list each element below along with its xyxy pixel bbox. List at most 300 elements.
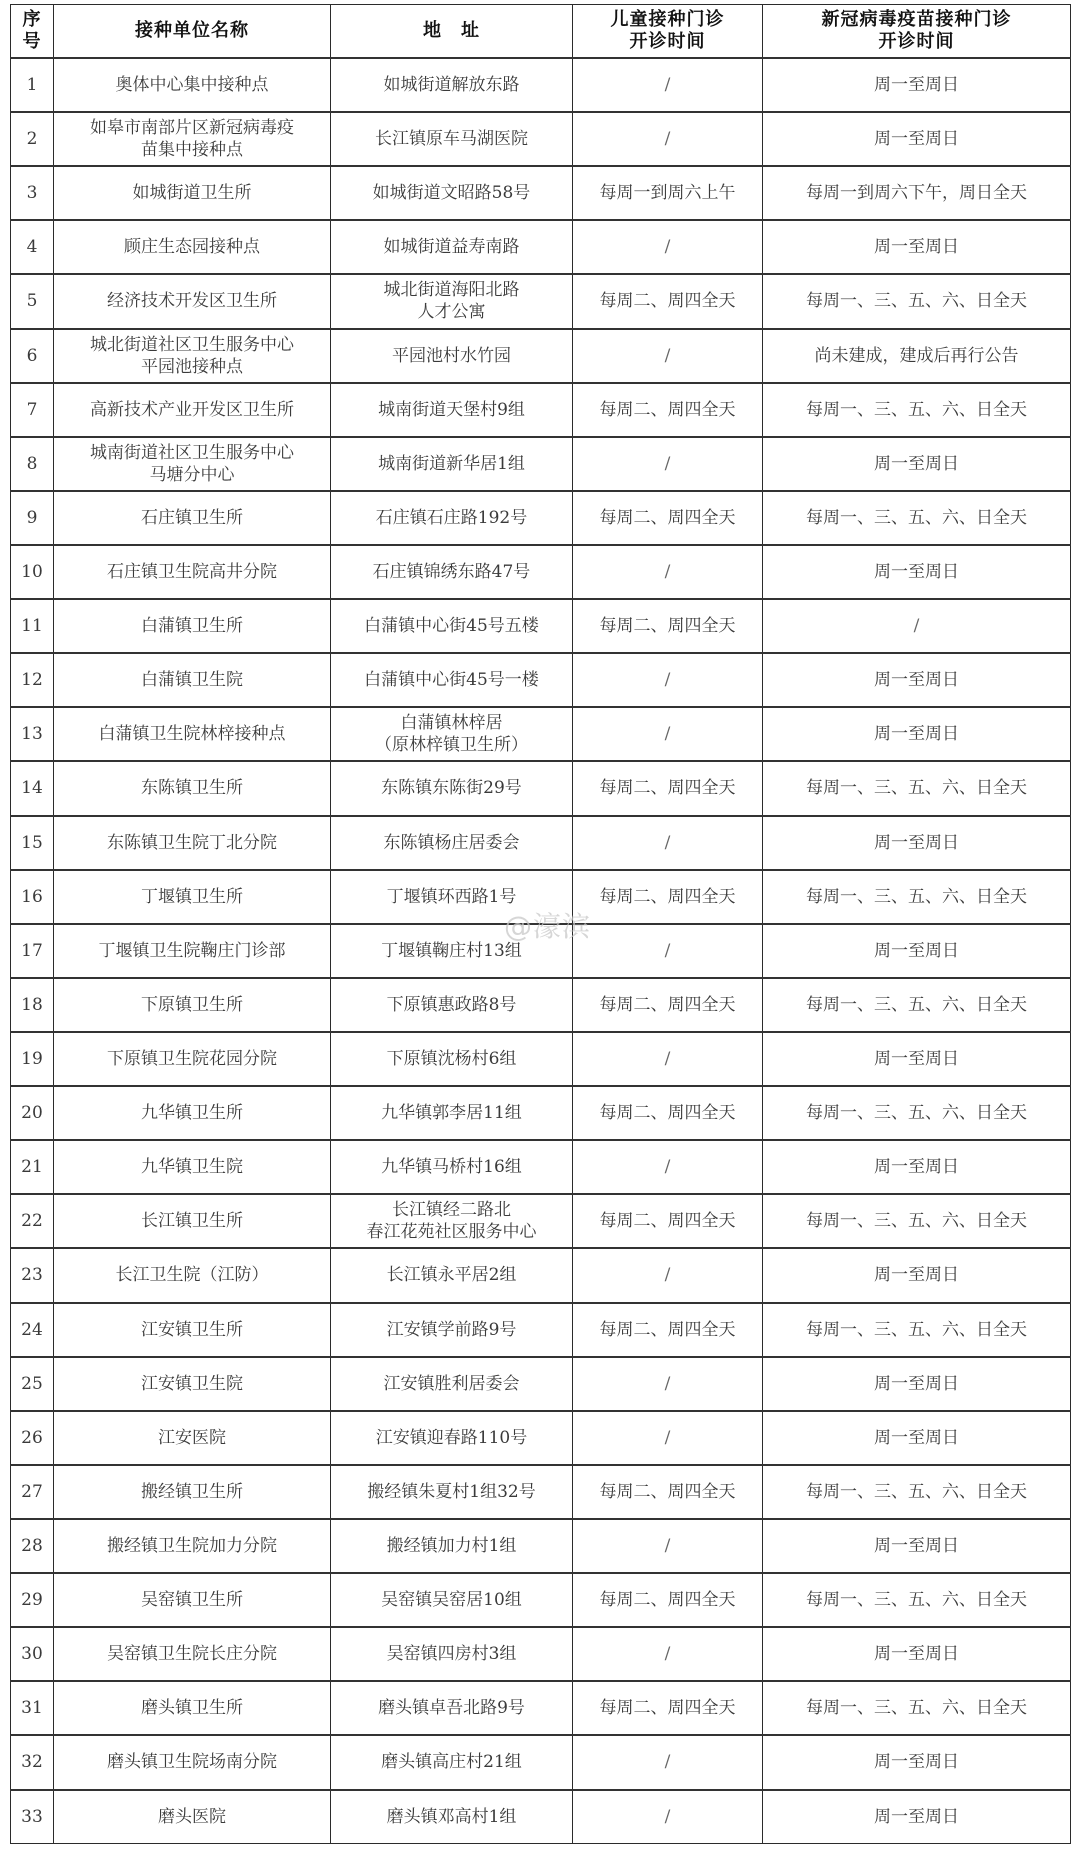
cell-site-name-line-1: 白蒲镇卫生所 bbox=[141, 616, 243, 637]
cell-index bbox=[11, 274, 54, 328]
cell-index-line-1: 19 bbox=[21, 1049, 43, 1070]
cell-site-name bbox=[54, 1790, 331, 1844]
cell-covid-hours-line-1: 周一至周日 bbox=[874, 1752, 959, 1773]
cell-site-name bbox=[54, 924, 331, 978]
cell-covid-hours-line-1: 每周一、三、五、六、日全天 bbox=[806, 886, 1027, 907]
cell-address-line-1: 东陈镇东陈街29号 bbox=[381, 778, 522, 799]
cell-covid-hours bbox=[763, 599, 1071, 653]
cell-address bbox=[331, 1465, 573, 1519]
header-address bbox=[331, 5, 573, 59]
cell-address bbox=[331, 1194, 573, 1248]
cell-child-hours bbox=[573, 1140, 763, 1194]
table-row bbox=[11, 112, 1071, 166]
cell-covid-hours bbox=[763, 1357, 1071, 1411]
cell-covid-hours bbox=[763, 1627, 1071, 1681]
cell-address bbox=[331, 1627, 573, 1681]
cell-index bbox=[11, 1032, 54, 1086]
cell-child-hours-line-1: 每周二、周四全天 bbox=[599, 1481, 736, 1502]
cell-address-line-1: 吴窑镇吴窑居10组 bbox=[381, 1590, 522, 1611]
cell-covid-hours-line-1: 每周一、三、五、六、日全天 bbox=[806, 1103, 1027, 1124]
cell-address bbox=[331, 491, 573, 545]
table-row bbox=[11, 924, 1071, 978]
cell-covid-hours bbox=[763, 58, 1071, 112]
table-row bbox=[11, 1411, 1071, 1465]
cell-site-name bbox=[54, 1681, 331, 1735]
cell-site-name-line-1: 长江镇卫生所 bbox=[141, 1211, 243, 1232]
cell-covid-hours-line-1: 每周一、三、五、六、日全天 bbox=[806, 1211, 1027, 1232]
cell-index-line-1: 2 bbox=[26, 129, 38, 150]
cell-child-hours bbox=[573, 870, 763, 924]
cell-site-name bbox=[54, 437, 331, 491]
cell-site-name-line-1: 长江卫生院（江防） bbox=[115, 1265, 269, 1286]
cell-child-hours bbox=[573, 166, 763, 220]
cell-address-line-1: 下原镇沈杨村6组 bbox=[386, 1049, 517, 1070]
cell-address-line-1: 磨头镇邓高村1组 bbox=[386, 1806, 517, 1827]
cell-child-hours bbox=[573, 653, 763, 707]
cell-child-hours-line-1: 每周一到周六上午 bbox=[599, 183, 736, 204]
cell-covid-hours-line-1: 周一至周日 bbox=[874, 724, 959, 745]
cell-child-hours bbox=[573, 1573, 763, 1627]
cell-index-line-1: 33 bbox=[21, 1806, 43, 1827]
header-child-line-2: 开诊时间 bbox=[629, 31, 706, 52]
cell-site-name bbox=[54, 58, 331, 112]
cell-address-line-1: 搬经镇加力村1组 bbox=[386, 1536, 517, 1556]
table-row bbox=[11, 1627, 1071, 1681]
cell-site-name-line-2: 平园池接种点 bbox=[141, 356, 243, 377]
table-row bbox=[11, 816, 1071, 870]
cell-index-line-1: 25 bbox=[21, 1373, 43, 1394]
cell-index-line-1: 17 bbox=[21, 940, 43, 961]
cell-address bbox=[331, 1086, 573, 1140]
cell-child-hours-line-1: / bbox=[664, 1806, 671, 1827]
cell-site-name-line-1: 磨头医院 bbox=[158, 1806, 226, 1827]
cell-site-name bbox=[54, 491, 331, 545]
cell-index-line-1: 30 bbox=[21, 1644, 43, 1665]
cell-index-line-1: 21 bbox=[21, 1157, 43, 1178]
cell-site-name-line-1: 下原镇卫生院花园分院 bbox=[107, 1049, 277, 1070]
cell-address-line-1: 如城街道解放东路 bbox=[383, 75, 520, 96]
cell-index bbox=[11, 112, 54, 166]
table-row bbox=[11, 1735, 1071, 1789]
header-index-line-2: 号 bbox=[22, 31, 42, 52]
cell-index bbox=[11, 491, 54, 545]
cell-address bbox=[331, 437, 573, 491]
cell-index-line-1: 10 bbox=[21, 562, 43, 583]
header-site-name-text: 接种单位名称 bbox=[135, 20, 249, 41]
cell-address-line-1: 白蒲镇中心街45号一楼 bbox=[364, 670, 539, 691]
cell-site-name bbox=[54, 1573, 331, 1627]
cell-site-name-line-1: 江安医院 bbox=[158, 1427, 226, 1448]
cell-site-name bbox=[54, 166, 331, 220]
cell-covid-hours bbox=[763, 1681, 1071, 1735]
cell-covid-hours bbox=[763, 545, 1071, 599]
cell-child-hours-line-1: / bbox=[664, 1157, 671, 1178]
cell-address-line-1: 长江镇永平居2组 bbox=[386, 1265, 517, 1286]
cell-address-line-1: 长江镇原车马湖医院 bbox=[375, 129, 528, 150]
cell-child-hours bbox=[573, 1735, 763, 1789]
cell-child-hours-line-1: / bbox=[664, 724, 671, 745]
cell-index-line-1: 9 bbox=[26, 507, 38, 528]
cell-covid-hours-line-1: 周一至周日 bbox=[874, 1644, 959, 1665]
cell-child-hours bbox=[573, 761, 763, 815]
cell-child-hours bbox=[573, 220, 763, 274]
cell-covid-hours bbox=[763, 1248, 1071, 1302]
cell-address-line-1: 磨头镇卓吾北路9号 bbox=[378, 1698, 525, 1719]
cell-index-line-1: 7 bbox=[26, 399, 38, 420]
cell-address-line-1: 东陈镇杨庄居委会 bbox=[383, 832, 520, 853]
cell-covid-hours-line-1: 周一至周日 bbox=[874, 1806, 959, 1827]
cell-address-line-1: 城北街道海阳北路 bbox=[383, 280, 520, 301]
cell-child-hours bbox=[573, 1790, 763, 1844]
cell-index bbox=[11, 1627, 54, 1681]
cell-child-hours bbox=[573, 978, 763, 1032]
vaccination-sites-table bbox=[10, 4, 1071, 1844]
cell-covid-hours-line-1: 周一至周日 bbox=[874, 562, 959, 583]
table-row bbox=[11, 1194, 1071, 1248]
cell-site-name-line-1: 磨头镇卫生所 bbox=[141, 1698, 243, 1719]
cell-site-name bbox=[54, 1086, 331, 1140]
cell-covid-hours bbox=[763, 1519, 1071, 1573]
cell-address bbox=[331, 58, 573, 112]
cell-covid-hours bbox=[763, 166, 1071, 220]
cell-site-name-line-1: 高新技术产业开发区卫生所 bbox=[90, 399, 294, 420]
cell-address bbox=[331, 761, 573, 815]
cell-site-name-line-1: 江安镇卫生所 bbox=[141, 1319, 243, 1340]
cell-covid-hours bbox=[763, 1303, 1071, 1357]
cell-address-line-1: 下原镇惠政路8号 bbox=[386, 994, 517, 1015]
table-body bbox=[11, 58, 1071, 1844]
cell-index-line-1: 32 bbox=[21, 1752, 43, 1773]
cell-address bbox=[331, 1140, 573, 1194]
cell-address-line-1: 白蒲镇中心街45号五楼 bbox=[364, 616, 539, 637]
cell-index-line-1: 27 bbox=[21, 1481, 43, 1502]
cell-index-line-1: 15 bbox=[21, 832, 43, 853]
cell-index bbox=[11, 1573, 54, 1627]
cell-covid-hours-line-1: 周一至周日 bbox=[874, 1536, 959, 1556]
cell-index bbox=[11, 329, 54, 383]
cell-covid-hours-line-1: 周一至周日 bbox=[874, 1265, 959, 1286]
cell-index-line-1: 13 bbox=[21, 724, 43, 745]
header-child-clinic-hours bbox=[573, 5, 763, 59]
cell-address-line-1: 石庄镇锦绣东路47号 bbox=[372, 562, 531, 583]
cell-child-hours-line-1: / bbox=[664, 1373, 671, 1394]
table-row bbox=[11, 1681, 1071, 1735]
cell-covid-hours bbox=[763, 978, 1071, 1032]
cell-covid-hours bbox=[763, 437, 1071, 491]
cell-child-hours bbox=[573, 1519, 763, 1573]
cell-address-line-1: 九华镇郭李居11组 bbox=[381, 1103, 522, 1124]
cell-address bbox=[331, 383, 573, 437]
cell-index-line-1: 14 bbox=[21, 778, 43, 799]
cell-index-line-1: 1 bbox=[26, 75, 38, 96]
cell-address-line-1: 如城街道益寿南路 bbox=[383, 237, 520, 258]
header-covid-clinic-hours bbox=[763, 5, 1071, 59]
cell-site-name bbox=[54, 816, 331, 870]
cell-covid-hours bbox=[763, 1465, 1071, 1519]
cell-index bbox=[11, 761, 54, 815]
cell-address bbox=[331, 870, 573, 924]
cell-index bbox=[11, 924, 54, 978]
cell-site-name bbox=[54, 1411, 331, 1465]
cell-site-name-line-1: 九华镇卫生所 bbox=[141, 1103, 243, 1124]
cell-covid-hours-line-1: 周一至周日 bbox=[874, 453, 959, 474]
cell-index bbox=[11, 1194, 54, 1248]
cell-site-name-line-1: 奥体中心集中接种点 bbox=[115, 75, 269, 96]
cell-covid-hours bbox=[763, 870, 1071, 924]
cell-site-name bbox=[54, 978, 331, 1032]
table-row bbox=[11, 1465, 1071, 1519]
cell-address-line-1: 丁堰镇鞠庄村13组 bbox=[381, 940, 522, 961]
cell-address-line-1: 江安镇胜利居委会 bbox=[383, 1373, 520, 1394]
table-row bbox=[11, 1790, 1071, 1844]
cell-index bbox=[11, 599, 54, 653]
cell-covid-hours-line-1: 每周一、三、五、六、日全天 bbox=[806, 1319, 1027, 1340]
cell-child-hours-line-1: / bbox=[664, 1265, 671, 1286]
cell-site-name bbox=[54, 1735, 331, 1789]
cell-covid-hours bbox=[763, 1790, 1071, 1844]
cell-site-name-line-2: 苗集中接种点 bbox=[141, 140, 243, 161]
cell-child-hours-line-1: 每周二、周四全天 bbox=[599, 778, 736, 799]
cell-site-name bbox=[54, 653, 331, 707]
cell-address bbox=[331, 1411, 573, 1465]
cell-address-line-2: （原林梓镇卫生所） bbox=[375, 735, 528, 756]
cell-address bbox=[331, 166, 573, 220]
cell-child-hours-line-1: / bbox=[664, 237, 671, 258]
cell-index-line-1: 11 bbox=[21, 616, 43, 637]
cell-site-name-line-1: 丁堰镇卫生所 bbox=[141, 886, 243, 907]
cell-site-name bbox=[54, 329, 331, 383]
cell-covid-hours-line-1: 周一至周日 bbox=[874, 1427, 959, 1448]
table-row bbox=[11, 1573, 1071, 1627]
cell-index-line-1: 3 bbox=[26, 183, 38, 204]
cell-site-name-line-1: 城南街道社区卫生服务中心 bbox=[90, 442, 294, 463]
cell-index-line-1: 24 bbox=[21, 1319, 43, 1340]
cell-index bbox=[11, 1790, 54, 1844]
cell-child-hours-line-1: / bbox=[664, 670, 671, 691]
cell-address-line-2: 春江花苑社区服务中心 bbox=[366, 1222, 537, 1243]
cell-site-name-line-1: 搬经镇卫生所 bbox=[141, 1481, 243, 1502]
table-row bbox=[11, 761, 1071, 815]
cell-child-hours-line-1: 每周二、周四全天 bbox=[599, 616, 736, 637]
cell-child-hours-line-1: 每周二、周四全天 bbox=[599, 1103, 736, 1124]
cell-child-hours-line-1: / bbox=[664, 1644, 671, 1665]
cell-index bbox=[11, 1411, 54, 1465]
cell-covid-hours-line-1: 周一至周日 bbox=[874, 129, 959, 150]
cell-index-line-1: 22 bbox=[21, 1211, 43, 1232]
table-row bbox=[11, 1303, 1071, 1357]
cell-covid-hours-line-1: 周一至周日 bbox=[874, 75, 959, 96]
cell-index-line-1: 20 bbox=[21, 1103, 43, 1124]
cell-child-hours bbox=[573, 1465, 763, 1519]
cell-child-hours-line-1: / bbox=[664, 129, 671, 150]
cell-address bbox=[331, 220, 573, 274]
cell-address bbox=[331, 1790, 573, 1844]
cell-address-line-1: 江安镇学前路9号 bbox=[386, 1319, 517, 1340]
cell-site-name-line-1: 石庄镇卫生所 bbox=[141, 507, 243, 528]
cell-covid-hours bbox=[763, 1086, 1071, 1140]
cell-index-line-1: 6 bbox=[26, 345, 38, 366]
cell-covid-hours bbox=[763, 1032, 1071, 1086]
cell-index bbox=[11, 166, 54, 220]
cell-site-name bbox=[54, 1519, 331, 1573]
cell-covid-hours-line-1: 尚未建成，建成后再行公告 bbox=[814, 345, 1019, 366]
header-covid-line-1: 新冠病毒疫苗接种门诊 bbox=[821, 9, 1012, 30]
cell-address-line-1: 搬经镇朱夏村1组32号 bbox=[367, 1481, 536, 1502]
cell-address bbox=[331, 274, 573, 328]
table-row bbox=[11, 383, 1071, 437]
cell-site-name-line-1: 东陈镇卫生所 bbox=[141, 778, 243, 799]
cell-index bbox=[11, 1465, 54, 1519]
cell-address-line-1: 吴窑镇四房村3组 bbox=[386, 1644, 517, 1665]
cell-covid-hours-line-1: / bbox=[913, 616, 920, 637]
cell-site-name-line-1: 顾庄生态园接种点 bbox=[124, 237, 260, 258]
cell-child-hours bbox=[573, 1086, 763, 1140]
cell-index bbox=[11, 1303, 54, 1357]
table-row bbox=[11, 491, 1071, 545]
cell-child-hours bbox=[573, 58, 763, 112]
cell-site-name-line-1: 如城街道卫生所 bbox=[132, 183, 252, 204]
cell-index-line-1: 8 bbox=[26, 453, 38, 474]
cell-site-name bbox=[54, 545, 331, 599]
cell-child-hours-line-1: 每周二、周四全天 bbox=[599, 886, 736, 907]
cell-child-hours-line-1: 每周二、周四全天 bbox=[599, 507, 736, 528]
table-row bbox=[11, 1357, 1071, 1411]
table-row bbox=[11, 1519, 1071, 1573]
cell-site-name-line-1: 江安镇卫生院 bbox=[141, 1373, 243, 1394]
cell-child-hours bbox=[573, 816, 763, 870]
cell-site-name-line-1: 下原镇卫生所 bbox=[141, 994, 243, 1015]
cell-index bbox=[11, 870, 54, 924]
cell-child-hours bbox=[573, 1411, 763, 1465]
cell-child-hours bbox=[573, 112, 763, 166]
cell-child-hours-line-1: 每周二、周四全天 bbox=[599, 291, 736, 312]
cell-index bbox=[11, 1519, 54, 1573]
table-row bbox=[11, 274, 1071, 328]
cell-site-name bbox=[54, 1357, 331, 1411]
table-row bbox=[11, 870, 1071, 924]
cell-site-name bbox=[54, 1140, 331, 1194]
cell-address bbox=[331, 1303, 573, 1357]
cell-address bbox=[331, 1248, 573, 1302]
cell-child-hours-line-1: / bbox=[664, 940, 671, 961]
cell-covid-hours bbox=[763, 816, 1071, 870]
cell-child-hours bbox=[573, 437, 763, 491]
header-child-line-1: 儿童接种门诊 bbox=[610, 9, 725, 30]
cell-child-hours bbox=[573, 1627, 763, 1681]
cell-index-line-1: 28 bbox=[21, 1536, 43, 1556]
cell-index-line-1: 18 bbox=[21, 994, 43, 1015]
cell-child-hours-line-1: 每周二、周四全天 bbox=[599, 1698, 736, 1719]
cell-site-name-line-1: 吴窑镇卫生院长庄分院 bbox=[107, 1644, 277, 1665]
cell-covid-hours-line-1: 周一至周日 bbox=[874, 670, 959, 691]
cell-index bbox=[11, 978, 54, 1032]
cell-address-line-1: 九华镇马桥村16组 bbox=[381, 1157, 522, 1178]
cell-child-hours-line-1: 每周二、周四全天 bbox=[599, 399, 736, 420]
table-row bbox=[11, 1032, 1071, 1086]
table-row bbox=[11, 58, 1071, 112]
cell-covid-hours bbox=[763, 1411, 1071, 1465]
cell-covid-hours bbox=[763, 112, 1071, 166]
cell-site-name bbox=[54, 220, 331, 274]
cell-covid-hours bbox=[763, 761, 1071, 815]
cell-child-hours bbox=[573, 1357, 763, 1411]
cell-index bbox=[11, 1357, 54, 1411]
cell-child-hours-line-1: 每周二、周四全天 bbox=[599, 994, 736, 1015]
cell-child-hours-line-1: 每周二、周四全天 bbox=[599, 1590, 736, 1611]
cell-index-line-1: 23 bbox=[21, 1265, 43, 1286]
cell-covid-hours-line-1: 周一至周日 bbox=[874, 1157, 959, 1178]
table-row bbox=[11, 166, 1071, 220]
cell-address-line-1: 磨头镇高庄村21组 bbox=[381, 1752, 522, 1773]
cell-child-hours bbox=[573, 1032, 763, 1086]
cell-site-name-line-1: 丁堰镇卫生院鞠庄门诊部 bbox=[98, 940, 286, 961]
table-row bbox=[11, 1140, 1071, 1194]
cell-site-name bbox=[54, 383, 331, 437]
header-index-line-1: 序 bbox=[22, 9, 42, 30]
cell-address-line-1: 城南街道新华居1组 bbox=[378, 453, 525, 474]
cell-address bbox=[331, 1519, 573, 1573]
cell-site-name bbox=[54, 761, 331, 815]
cell-address-line-1: 长江镇经二路北 bbox=[392, 1200, 511, 1221]
cell-child-hours bbox=[573, 924, 763, 978]
cell-site-name-line-1: 城北街道社区卫生服务中心 bbox=[90, 334, 294, 355]
cell-covid-hours-line-1: 每周一、三、五、六、日全天 bbox=[806, 1698, 1027, 1719]
cell-address-line-1: 白蒲镇林梓居 bbox=[400, 713, 503, 734]
header-index bbox=[11, 5, 54, 59]
cell-index bbox=[11, 1086, 54, 1140]
cell-child-hours-line-1: 每周二、周四全天 bbox=[599, 1211, 736, 1232]
cell-index bbox=[11, 1735, 54, 1789]
cell-covid-hours-line-1: 每周一、三、五、六、日全天 bbox=[806, 1590, 1027, 1611]
cell-index bbox=[11, 220, 54, 274]
cell-site-name-line-1: 经济技术开发区卫生所 bbox=[107, 291, 277, 312]
cell-address-line-1: 江安镇迎春路110号 bbox=[375, 1427, 528, 1448]
cell-covid-hours-line-1: 每周一、三、五、六、日全天 bbox=[806, 994, 1027, 1015]
cell-covid-hours bbox=[763, 1735, 1071, 1789]
cell-address-line-1: 石庄镇石庄路192号 bbox=[375, 507, 528, 528]
cell-index bbox=[11, 816, 54, 870]
table-row bbox=[11, 599, 1071, 653]
cell-index bbox=[11, 58, 54, 112]
cell-covid-hours-line-1: 周一至周日 bbox=[874, 1049, 959, 1070]
cell-covid-hours-line-1: 每周一、三、五、六、日全天 bbox=[806, 507, 1027, 528]
cell-covid-hours bbox=[763, 1140, 1071, 1194]
cell-address bbox=[331, 816, 573, 870]
cell-index bbox=[11, 707, 54, 761]
table-row bbox=[11, 653, 1071, 707]
cell-index-line-1: 5 bbox=[26, 291, 38, 312]
cell-covid-hours-line-1: 周一至周日 bbox=[874, 237, 959, 258]
cell-child-hours bbox=[573, 491, 763, 545]
cell-address bbox=[331, 924, 573, 978]
table-row bbox=[11, 1086, 1071, 1140]
cell-address bbox=[331, 707, 573, 761]
table-row bbox=[11, 1248, 1071, 1302]
cell-index-line-1: 16 bbox=[21, 886, 43, 907]
cell-site-name bbox=[54, 870, 331, 924]
table-row bbox=[11, 220, 1071, 274]
cell-covid-hours-line-1: 每周一、三、五、六、日全天 bbox=[806, 399, 1027, 420]
cell-child-hours bbox=[573, 1248, 763, 1302]
table-row bbox=[11, 437, 1071, 491]
cell-covid-hours-line-1: 每周一、三、五、六、日全天 bbox=[806, 1481, 1027, 1502]
cell-index bbox=[11, 1681, 54, 1735]
cell-site-name bbox=[54, 1032, 331, 1086]
cell-child-hours-line-1: / bbox=[664, 1427, 671, 1448]
header-covid-line-2: 开诊时间 bbox=[878, 31, 955, 52]
header-address-text: 地 址 bbox=[423, 20, 480, 41]
cell-address bbox=[331, 545, 573, 599]
